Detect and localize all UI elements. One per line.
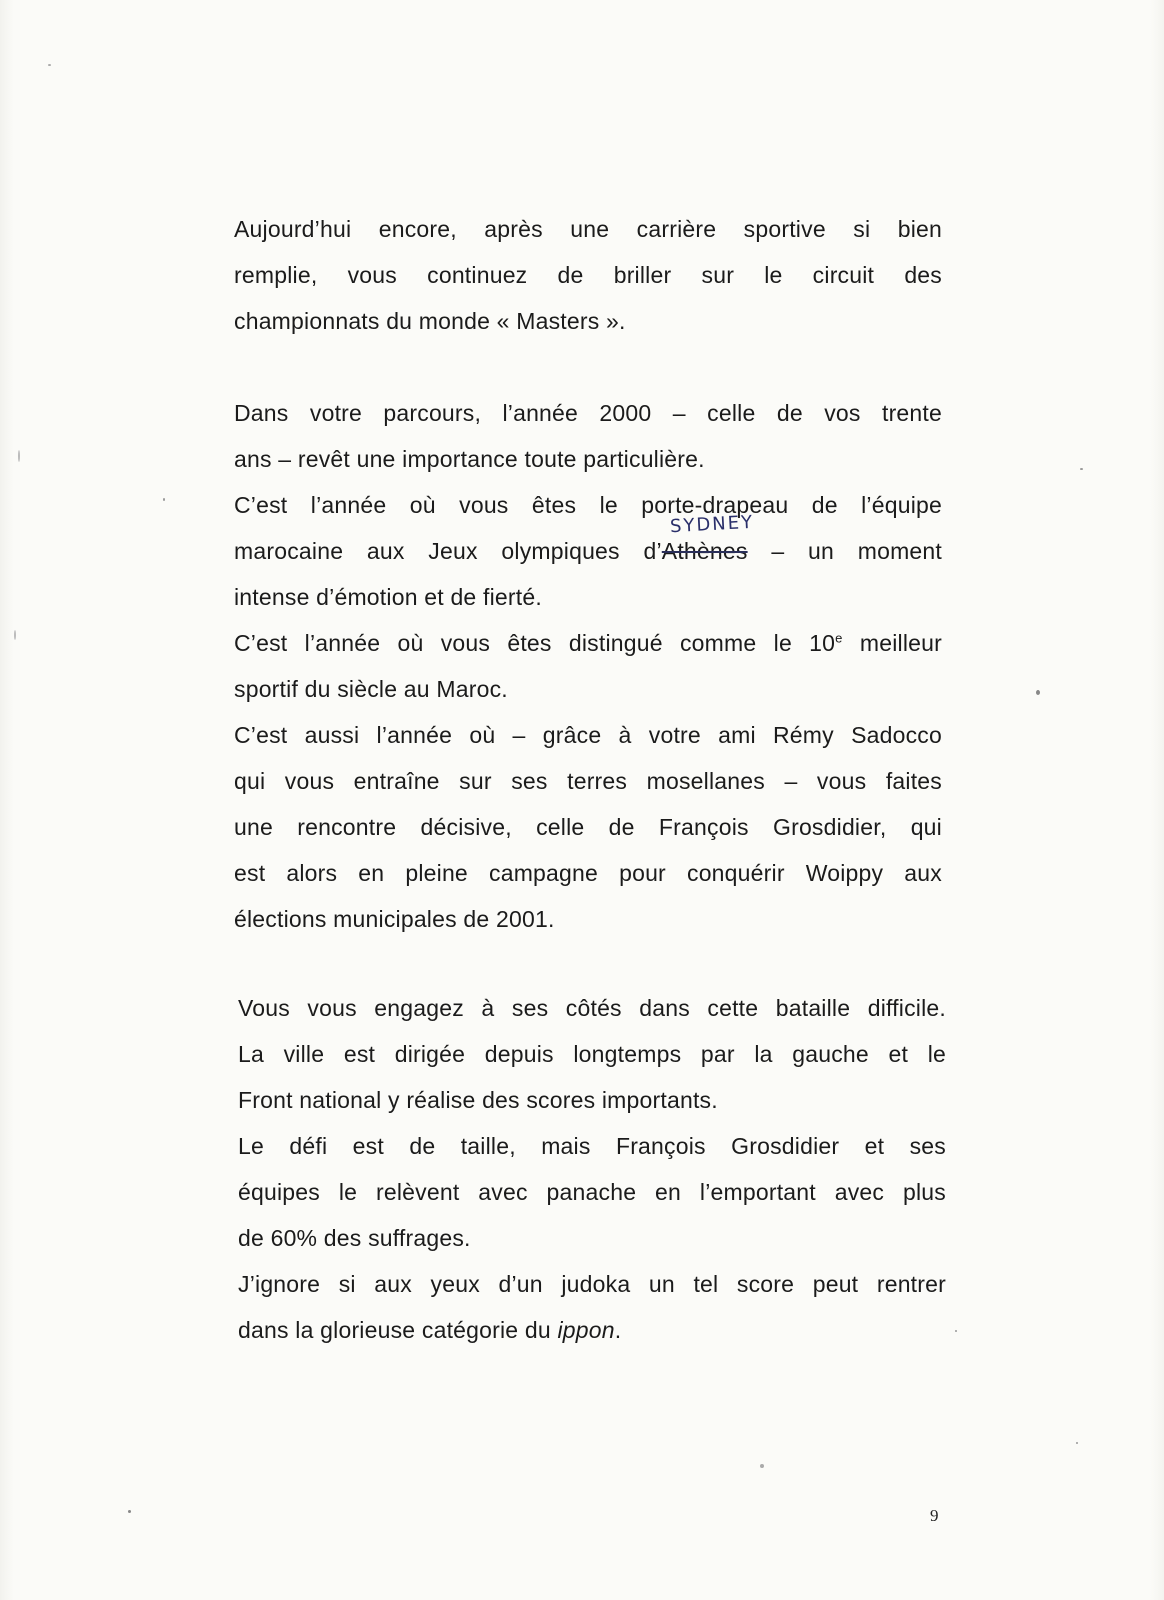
text-fragment: meilleur [842,630,942,656]
paragraph-year-2000 [234,390,942,942]
scan-speck [163,498,165,501]
text-line: C’est l’année où vous êtes le porte-drapeau de l’équipe [234,492,942,518]
text-fragment: C’est l’année où vous êtes distingué comme le 10 [234,630,836,656]
text-line-correction [234,511,943,574]
text-fragment: – un moment [747,538,943,564]
text-line: équipes le relèvent avec panache en l’emportant avec plus [238,1179,946,1205]
text-line: La ville est dirigée depuis longtemps par la gauche et le [238,1041,946,1067]
scan-speck [760,1464,764,1468]
paragraph-campaign [238,985,946,1353]
text-line: intense d’émotion et de fierté. [234,584,542,610]
text-fragment: dans la glorieuse catégorie du [238,1317,558,1343]
text-line: élections municipales de 2001. [234,906,555,932]
text-line: Vous vous engagez à ses côtés dans cette bataille difficile. [238,995,946,1021]
paragraph-masters [234,206,942,344]
text-line [238,1307,946,1353]
corrected-word [661,511,755,574]
text-fragment: marocaine aux Jeux olympiques d’ [234,538,662,564]
text-line: ans – revêt une importance toute particulière. [234,446,705,472]
text-line: remplie, vous continuez de briller sur le circuit des [234,262,942,288]
page-number: 9 [930,1506,939,1525]
scan-speck [1076,1442,1078,1444]
text-line: Front national y réalise des scores importants. [238,1087,718,1113]
scan-speck [955,1330,957,1332]
text-line: Aujourd’hui encore, après une carrière sportive si bien [234,216,942,242]
text-line: Le défi est de taille, mais François Grosdidier et ses [238,1133,946,1159]
scan-speck [14,630,16,640]
text-line: qui vous entraîne sur ses terres mosellanes – vous faites [234,768,942,794]
text-line: C’est aussi l’année où – grâce à votre ami Rémy Sadocco [234,722,942,748]
scan-speck [1036,690,1040,695]
text-fragment: . [614,1317,622,1343]
scan-speck [1080,468,1083,470]
superscript: e [835,630,843,646]
italic-term: ippon [557,1317,615,1343]
text-line: est alors en pleine campagne pour conquérir Woippy aux [234,860,942,886]
text-line: J’ignore si aux yeux d’un judoka un tel score peut rentrer [238,1271,946,1297]
text-line: de 60% des suffrages. [238,1225,471,1251]
text-line: sportif du siècle au Maroc. [234,676,508,702]
scan-speck [18,450,20,462]
struck-word: Athènes [661,538,748,564]
scan-speck [128,1510,131,1513]
text-line [234,620,942,666]
text-line: championnats du monde « Masters ». [234,308,626,334]
handwritten-correction: SYDNEY [669,511,755,538]
text-line: une rencontre décisive, celle de François Grosdidier, qui [234,814,942,840]
scan-speck [48,64,51,66]
text-line: Dans votre parcours, l’année 2000 – celle de vos trente [234,400,942,426]
